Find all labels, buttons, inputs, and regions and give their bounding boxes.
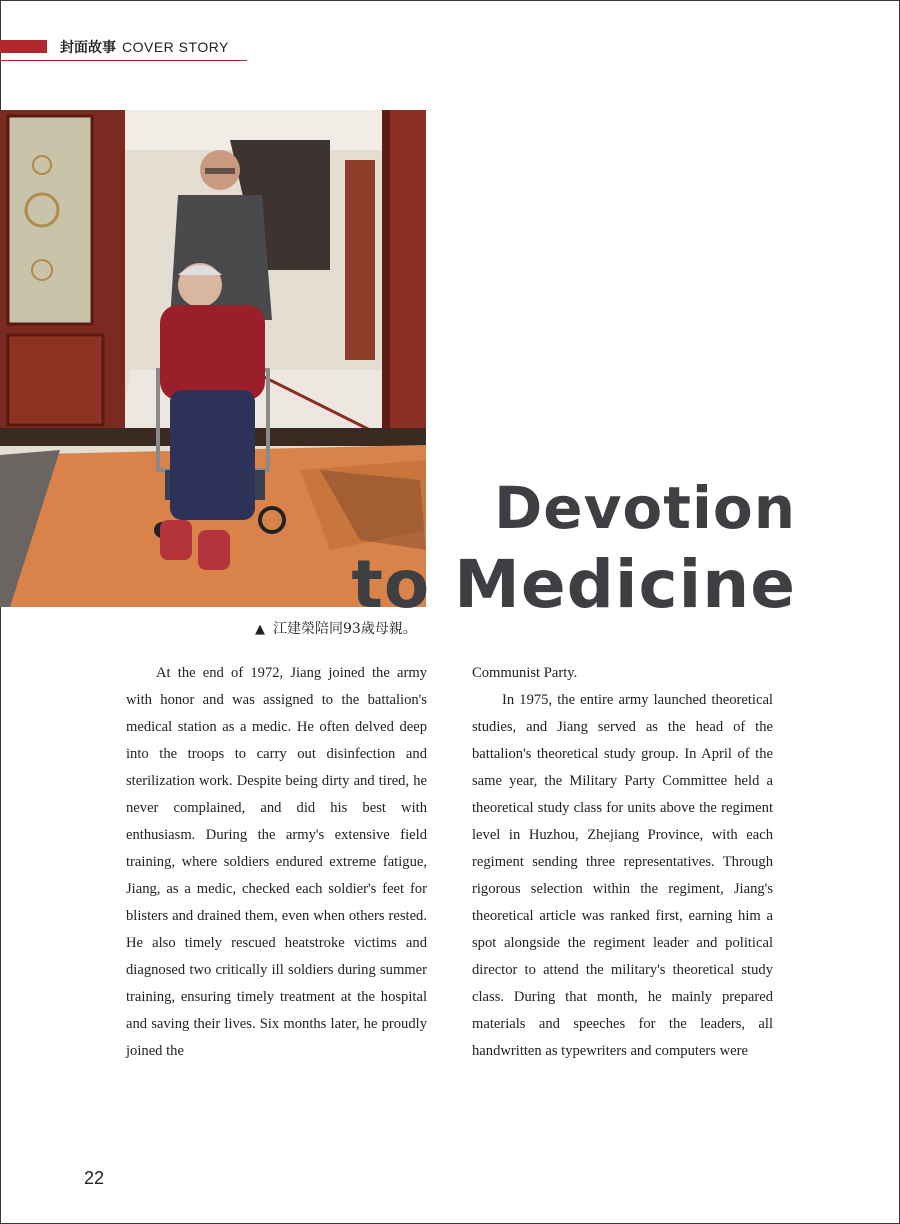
section-header-cn: 封面故事 — [60, 40, 116, 56]
body-left-column — [126, 660, 427, 1065]
article-title-line-1: Devotion — [494, 474, 796, 542]
page-number: 22 — [84, 1168, 105, 1188]
body-right-column — [472, 660, 773, 1065]
body-paragraph-2: In 1975, the entire army launched theoretical studies, and Jiang served as the head of the battalion's theoretical study group. In April of the same year, the Military Party Committee held a theoretical study class for units above the regiment level in Huzhou, Zhejiang Province, with each regiment sending three representatives. Through rigorous selection within the regiment, Jiang's theoretical article was ranked first, earning him a spot alongside the regiment leader and political director to attend the military's theoretical study class. During that month, he mainly prepared materials and speeches for the leaders, all handwritten as typewriters and computers were — [472, 692, 773, 1059]
section-header-en: COVER STORY — [122, 39, 229, 55]
body-paragraph-1: At the end of 1972, Jiang joined the army with honor and was assigned to the battalion's medical station as a medic. He often delved deep into the troops to carry out disinfection and sterilization work. Despite being dirty and tired, he never complained, and did his best with enthusiasm. During the army's extensive field training, where soldiers endured extreme fatigue, Jiang, as a medic, checked each soldier's feet for blisters and drained them, even when others rested. He also timely rescued heatstroke victims and diagnosed two critically ill soldiers during summer training, ensuring timely treatment at the hospital and saving their lives. Six months later, he proudly joined the — [126, 665, 427, 1059]
photo-of-son-pushing-mother-in-wheelchair — [0, 110, 426, 607]
caption-marker-icon: ▲ — [255, 622, 265, 637]
header-accent-bar — [0, 40, 47, 53]
article-title-line-2: to Medicine — [351, 546, 796, 623]
section-header — [60, 37, 229, 57]
caption-text: 江建榮陪同93歲母親。 — [273, 621, 417, 637]
body-paragraph-continuation: Communist Party. — [472, 665, 578, 681]
header-rule — [0, 60, 247, 61]
